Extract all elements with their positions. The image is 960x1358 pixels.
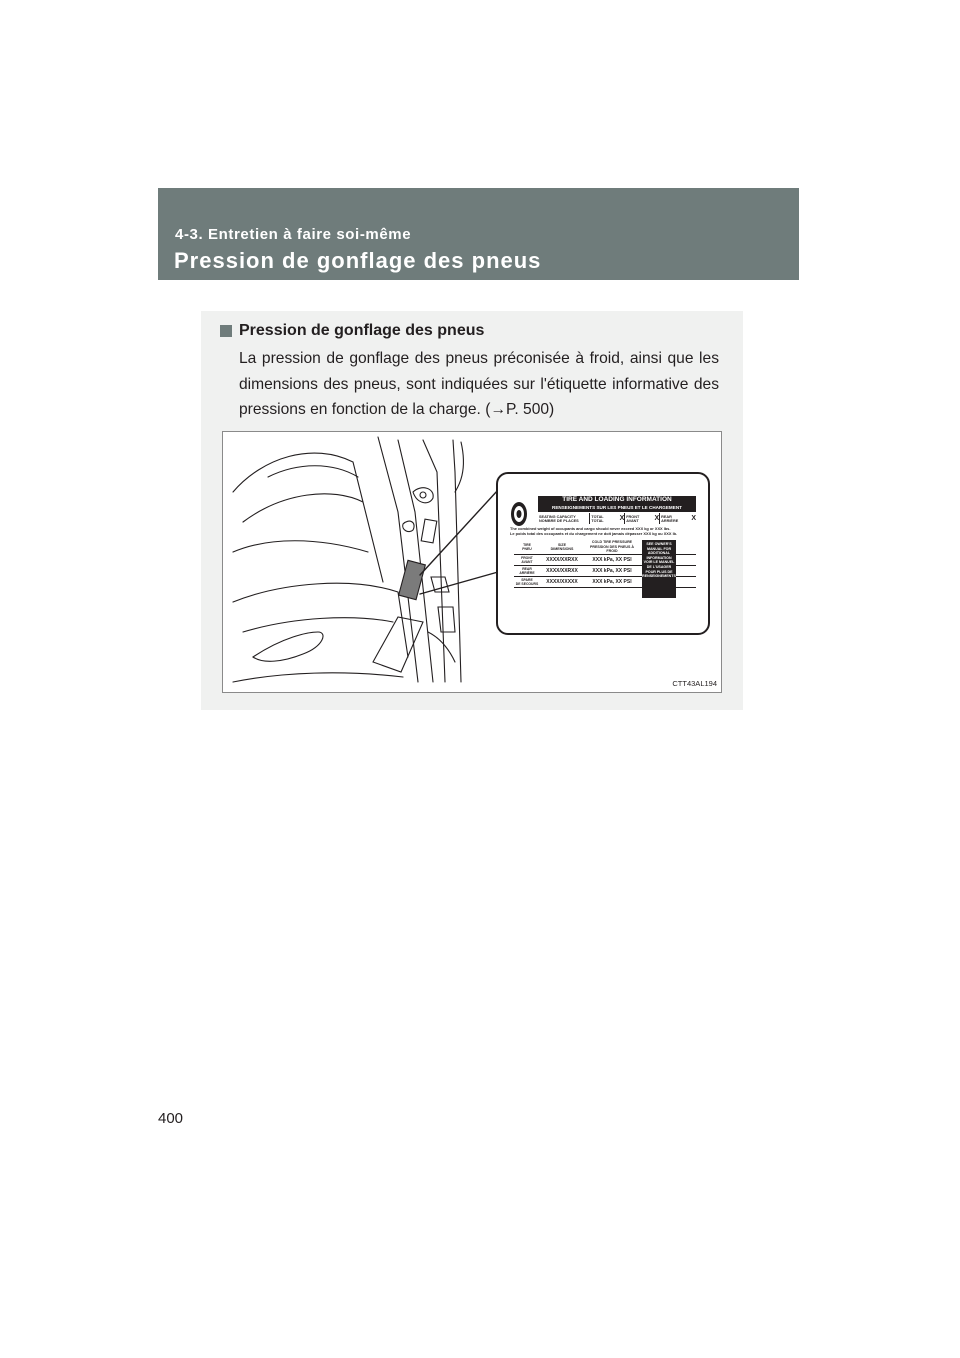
table-header-row: TIRE PNEU SIZE DIMENSIONS COLD TIRE PRESSURE PRESSION DES PNEUS À FROID [514, 540, 696, 555]
table-row: FRONT AVANT XXXX/XXRXX XXX kPa, XX PSI [514, 555, 696, 566]
front-cell: FRONT AVANT X [626, 514, 660, 523]
label-heading-en: TIRE AND LOADING INFORMATION [562, 496, 672, 503]
see-manual-box: SEE OWNER'S MANUAL FOR ADDITIONAL INFORMATION VOIR LE MANUEL DE L'USAGER POUR PLUS DE RENSEIGNEMENTS [642, 540, 676, 598]
tire-icon [510, 500, 528, 528]
tire-label-callout [496, 472, 710, 635]
subheading-text: Pression de gonflage des pneus [239, 322, 485, 339]
square-bullet-icon [220, 325, 232, 337]
seating-cell: SEATING CAPACITY NOMBRE DE PLACES [539, 514, 579, 523]
rear-cell: REAR ARRIÈRE X [661, 514, 696, 523]
seating-capacity-row [538, 513, 696, 524]
table-row: REAR ARRIÈRE XXXX/XXRXX XXX kPa, XX PSI [514, 566, 696, 577]
page-number: 400 [158, 1110, 184, 1127]
tire-loading-label [508, 496, 696, 606]
figure-door-pillar-label [222, 431, 722, 693]
figure-code: CTT43AL194 [672, 679, 717, 688]
page-title: Pression de gonflage des pneus [174, 248, 542, 273]
info-panel [201, 311, 743, 710]
subheading [220, 322, 484, 340]
label-heading-fr: RENSEIGNEMENTS SUR LES PNEUS ET LE CHARGEMENT [552, 505, 682, 510]
chapter-header [158, 188, 799, 280]
total-cell: TOTAL TOTAL X [591, 514, 625, 523]
weight-warning: The combined weight of occupants and cargo should never exceed XXX kg or XXX lbs. Le poids total des occupants et du chargement ne doit jamais dépasser XXX kg ou XXX lb. [510, 526, 678, 536]
table-row: SPARE DE SECOURS XXXX/XXXXX XXX kPa, XX PSI [514, 577, 696, 588]
label-heading [538, 496, 696, 512]
section-label: 4-3. Entretien à faire soi-même [175, 226, 412, 243]
body-paragraph: La pression de gonflage des pneus préconisée à froid, ainsi que les dimensions des pneus, sont indiquées sur l'étiquette informative des pressions en fonction de la charge. (→P. 500) [239, 350, 719, 418]
